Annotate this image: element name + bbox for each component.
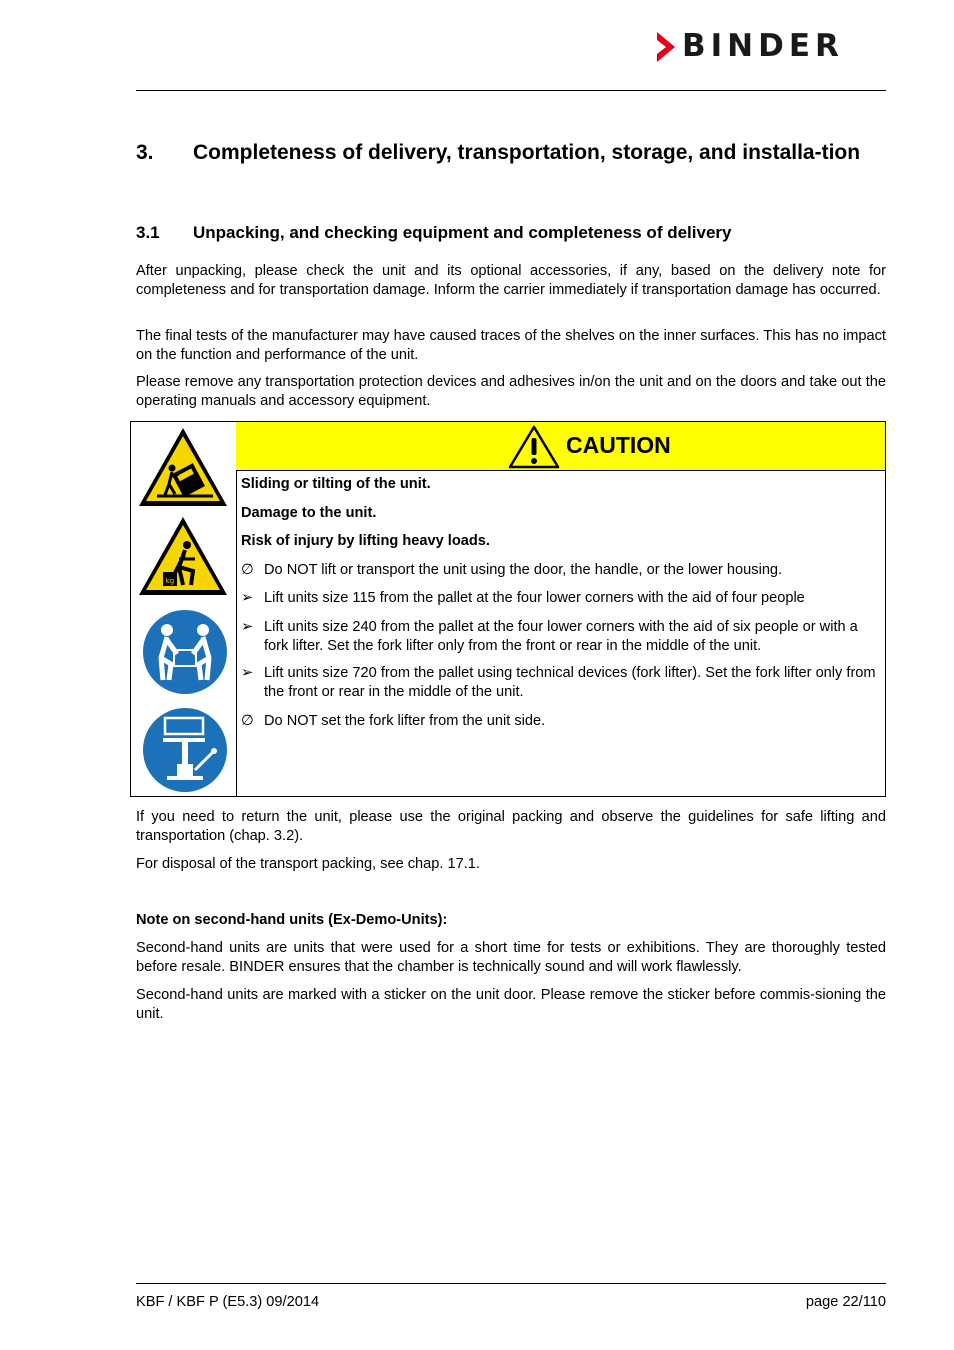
forklift-icon: [139, 704, 231, 796]
two-person-lift-icon: [139, 606, 231, 698]
arrow-bullet-icon: ➢: [241, 590, 254, 606]
header-rule: [136, 90, 886, 91]
paragraph-final-tests: The final tests of the manufacturer may have caused traces of the shelves on the inner surfaces. This has no impact on the function and performance of the unit.: [136, 328, 886, 363]
footer-document-id: KBF / KBF P (E5.3) 09/2014: [136, 1294, 320, 1310]
lifting-hazard-icon: [137, 515, 229, 597]
paragraph-return-unit: If you need to return the unit, please use the original packing and observe the guidelines for safe lifting and transportation (chap. 3.2).: [136, 809, 886, 844]
paragraph-unpacking: After unpacking, please check the unit and its optional accessories, if any, based on the delivery note for completeness and for transportation damage. Inform the carrier immediately if transportation damage has occurred.: [136, 263, 886, 298]
caution-item-text: Lift units size 115 from the pallet at the four lower corners with the aid of four people: [264, 590, 805, 606]
warning-triangle-icon: [508, 425, 560, 469]
section-heading: [136, 139, 886, 166]
footer-rule: [136, 1283, 886, 1284]
caution-item: [241, 561, 876, 580]
footer-page-number: page 22/110: [805, 1294, 886, 1310]
binder-logo: [655, 30, 887, 64]
caution-icon-column: [131, 422, 237, 796]
arrow-bullet-icon: ➢: [241, 665, 254, 681]
section-number: 3.: [136, 141, 154, 164]
subsection-heading: [136, 222, 886, 243]
note-heading: Note on second-hand units (Ex-Demo-Units):: [136, 912, 448, 928]
caution-box: [130, 421, 886, 797]
section-title: Completeness of delivery, transportation, storage, and installa-tion: [193, 141, 861, 164]
caution-item-text: Do NOT set the fork lifter from the unit side.: [264, 713, 546, 729]
prohibition-marker: ∅: [241, 713, 254, 729]
caution-item-text: Do NOT lift or transport the unit using the door, the handle, or the lower housing.: [264, 562, 783, 578]
svg-text:kg: kg: [165, 577, 175, 585]
paragraph-second-hand: Second-hand units are units that were used for a short time for tests or exhibitions. They are thoroughly tested before resale. BINDER ensures that the chamber is technically sound and will work flawlessly.: [136, 940, 886, 975]
caution-item: [241, 712, 876, 731]
caution-item-text: Lift units size 720 from the pallet using technical devices (fork lifter). Set the fork lifter only from the front or rear in the middle of the unit.: [264, 665, 876, 700]
caution-heading: Damage to the unit.: [241, 505, 377, 521]
arrow-bullet-icon: ➢: [241, 619, 254, 635]
subsection-title: Unpacking, and checking equipment and completeness of delivery: [193, 223, 732, 242]
caution-heading: Risk of injury by lifting heavy loads.: [241, 533, 490, 549]
caution-item: [241, 589, 876, 608]
paragraph-sticker: Second-hand units are marked with a sticker on the unit door. Please remove the sticker before commis-sioning the unit.: [136, 987, 886, 1022]
caution-item: [241, 664, 876, 702]
tilting-hazard-icon: [137, 426, 229, 508]
caution-header: [236, 422, 885, 471]
paragraph-remove-protection: Please remove any transportation protection devices and adhesives in/on the unit and on the doors and take out the operating manuals and accessory equipment.: [136, 374, 886, 409]
caution-label: CAUTION: [566, 432, 671, 458]
subsection-number: 3.1: [136, 223, 160, 242]
logo-arrow-icon: [655, 30, 677, 64]
prohibition-marker: ∅: [241, 562, 254, 578]
paragraph-disposal: For disposal of the transport packing, see chap. 17.1.: [136, 856, 480, 872]
caution-item-text: Lift units size 240 from the pallet at the four lower corners with the aid of six people or with a fork lifter. Set the fork lifter only from the front or rear in the middle of the unit.: [264, 619, 858, 654]
brand-name: BINDER: [682, 28, 844, 64]
caution-heading: Sliding or tilting of the unit.: [241, 476, 431, 492]
caution-item: [241, 618, 876, 656]
